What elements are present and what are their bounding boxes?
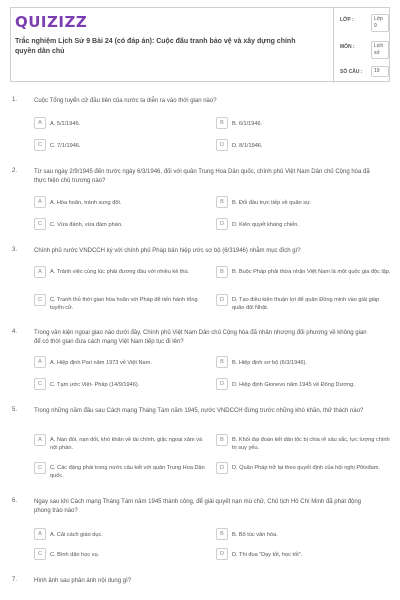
option-letter: C — [34, 548, 46, 560]
class-value: Lớp 9 — [371, 14, 389, 32]
option-letter: A — [34, 266, 46, 278]
question-text: Trong những năm đầu sau Cách mạng Tháng Tám năm 1945, nước VNDCCH đứng trước những khó khăn, thử thách nào? — [34, 408, 364, 414]
question-4 — [12, 329, 390, 399]
option-letter: C — [34, 378, 46, 390]
option-letter: D — [216, 378, 228, 390]
option-letter: D — [216, 462, 228, 474]
option-letter: A — [34, 196, 46, 208]
meta-panel — [333, 8, 391, 83]
subject-label: MÔN : — [340, 44, 355, 50]
option-text: C. Vừa đánh, vừa đàm phán. — [50, 222, 123, 228]
class-label: LỚP : — [340, 17, 354, 23]
option-text: D. Hiệp định Gionevo năm 1945 về Đông Dương. — [232, 382, 355, 388]
option-letter: A — [34, 528, 46, 540]
option-text: D. Thi đua “Dạy tốt, học tốt”. — [232, 552, 303, 558]
option-text: D. Tạo điều kiện thuận lợi để quân Đồng minh vào giải giáp quân đội Nhật. — [232, 297, 380, 311]
option-letter: B — [216, 266, 228, 278]
question-text: Từ sau ngày 2/9/1945 đến trước ngày 6/3/1946, đối với quân Trung Hoa Dân quốc, chính phủ Việt Nam Dân chủ Cộng hòa đã thực hiện chủ trương nào? — [34, 169, 370, 184]
question-number: 6. — [12, 498, 18, 504]
option-letter: D — [216, 139, 228, 151]
option-text: C. Các đảng phái trong nước câu kết với quân Trung Hoa Dân quốc. — [50, 465, 205, 479]
option-text: A. Tránh việc cùng lúc phải đương đầu với nhiều kẻ thù. — [50, 269, 190, 275]
option-letter: A — [34, 117, 46, 129]
option-letter: B — [216, 117, 228, 129]
option-letter: A — [34, 434, 46, 446]
question-number: 1. — [12, 97, 18, 103]
question-text: Trong văn kiện ngoại giao nào dưới đây, Chính phủ Việt Nam Dân chủ Cộng hòa đã nhân nhượng đối phương về không gian để có thời gian đưa cách mạng Việt Nam tiếp tục đi lên? — [34, 330, 367, 345]
question-text: Cuộc Tổng tuyển cử đầu tiên của nước ta diễn ra vào thời gian nào? — [34, 98, 217, 104]
question-1 — [12, 97, 390, 157]
question-number: 2. — [12, 168, 18, 174]
worksheet-title: Trắc nghiệm Lịch Sử 9 Bài 24 (có đáp án): Cuộc đấu tranh bảo vệ và xây dựng chính quyền dân chủ — [15, 38, 296, 55]
option-text: C. Tranh thủ thời gian hòa hoãn với Pháp để tiến hành tổng tuyển cử. — [50, 297, 198, 311]
option-letter: D — [216, 294, 228, 306]
option-text: B. Bổ túc văn hóa. — [232, 532, 278, 538]
question-number: 5. — [12, 407, 18, 413]
question-5 — [12, 407, 390, 487]
option-text: A. Nạn đói, nạn dốt, khó khăn về tài chính, giặc ngoại xâm và nội phản. — [50, 437, 203, 451]
option-letter: B — [216, 528, 228, 540]
option-text: B. Hiệp định sơ bộ (6/3/1946). — [232, 360, 307, 366]
option-text: D. 8/1/1946. — [232, 143, 263, 149]
question-number: 7. — [12, 577, 18, 583]
count-label: SỐ CÂU : — [340, 69, 363, 75]
option-letter: C — [34, 462, 46, 474]
option-letter: D — [216, 218, 228, 230]
question-text: Hình ảnh sau phản ánh nội dung gì? — [34, 578, 132, 584]
option-text: A. Hòa hoãn, tránh xung đột. — [50, 200, 122, 206]
option-letter: B — [216, 356, 228, 368]
option-letter: D — [216, 548, 228, 560]
worksheet-header — [10, 7, 390, 82]
option-text: C. Bình dân học vụ. — [50, 552, 100, 558]
subject-value: Lịch sử — [371, 41, 389, 59]
question-number: 3. — [12, 247, 18, 253]
question-text: Chính phủ nước VNDCCH ký với chính phủ Pháp bản hiệp ước sơ bộ (6/31946) nhằm mục đích gì? — [34, 248, 301, 254]
option-letter: C — [34, 139, 46, 151]
count-value: 19 — [371, 66, 389, 77]
option-letter: C — [34, 218, 46, 230]
question-3 — [12, 247, 390, 327]
option-text: C. 7/1/1946. — [50, 143, 81, 149]
quizizz-logo: QUIZIZZ — [15, 13, 88, 31]
option-letter: A — [34, 356, 46, 368]
option-text: C. Tạm ước Việt- Pháp (14/9/1946). — [50, 382, 140, 388]
option-letter: C — [34, 294, 46, 306]
option-text: D. Quân Pháp trở lại theo quyết định của hội nghị Pôtxđam. — [232, 465, 380, 471]
option-text: A. Hiệp định Pari năm 1973 về Việt Nam. — [50, 360, 152, 366]
question-text: Ngay sau khi Cách mạng Tháng Tám năm 1945 thành công, để giải quyết nạn mù chữ, Chủ tịch Hồ Chí Minh đã phát động phong trào nào? — [34, 499, 361, 514]
option-text: A. 5/1/1946. — [50, 121, 81, 127]
question-2 — [12, 168, 390, 238]
option-text: B. Khối đại đoàn kết dân tộc bị chia rẽ sâu sắc, lực lượng chính trị suy yếu. — [232, 437, 390, 451]
option-text: D. Kiên quyết kháng chiến. — [232, 222, 299, 228]
question-number: 4. — [12, 329, 18, 335]
option-letter: B — [216, 434, 228, 446]
option-text: B. Đối đầu trực tiếp về quân sự. — [232, 200, 312, 206]
question-6 — [12, 498, 390, 568]
option-letter: B — [216, 196, 228, 208]
option-text: A. Cải cách giáo dục. — [50, 532, 103, 538]
question-7 — [12, 577, 390, 591]
option-text: B. Buộc Pháp phải thừa nhận Việt Nam là một quốc gia độc lập. — [232, 269, 391, 275]
option-text: B. 6/1/1946. — [232, 121, 263, 127]
